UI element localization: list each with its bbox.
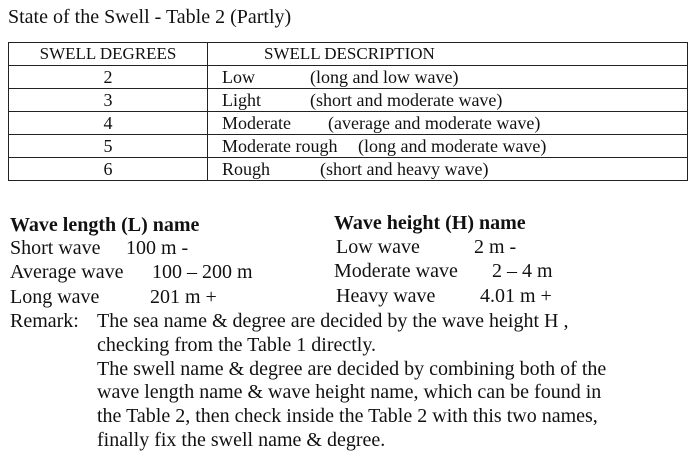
wave-height-value: 2 – 4 m [492,260,553,282]
header-swell-degrees: SWELL DEGREES [9,43,208,66]
swell-note: (average and moderate wave) [328,113,541,133]
swell-degree-cell: 3 [9,89,208,112]
table-row [9,89,688,112]
swell-name: Light [222,90,261,110]
remark-label: Remark: [10,310,79,332]
wave-length-heading: Wave length (L) name [10,214,200,236]
swell-degree-cell: 2 [9,66,208,89]
wave-length-value: 100 – 200 m [152,261,253,283]
page-title: State of the Swell - Table 2 (Partly) [8,6,292,28]
table-row [9,112,688,135]
wave-length-name: Short wave [10,237,101,259]
swell-name: Low [222,67,255,87]
wave-length-value: 201 m + [150,286,217,308]
table-row [9,158,688,181]
swell-name: Rough [222,159,271,179]
wave-height-value: 4.01 m + [480,285,552,307]
swell-note: (short and heavy wave) [320,159,489,179]
wave-height-value: 2 m - [474,236,517,258]
wave-length-name: Long wave [10,286,100,308]
swell-description-cell [208,135,688,158]
swell-description-cell [208,66,688,89]
remark-line: checking from the Table 1 directly. [97,334,377,356]
wave-length-value: 100 m - [126,237,189,259]
swell-note: (long and low wave) [310,67,459,87]
wave-height-name: Heavy wave [336,285,436,307]
remark-line: wave length name & wave height name, which can be found in [97,381,602,403]
remark-line: The swell name & degree are decided by combining both of the [97,358,607,380]
remark-line: the Table 2, then check inside the Table 2 with this two names, [97,405,598,427]
remark-line: finally fix the swell name & degree. [97,429,386,451]
table-row [9,135,688,158]
swell-degree-cell: 4 [9,112,208,135]
header-swell-description: SWELL DESCRIPTION [208,43,688,66]
remark-line: The sea name & degree are decided by the wave height H , [97,310,569,332]
swell-note: (long and moderate wave) [358,136,547,156]
swell-description-cell [208,158,688,181]
swell-degree-cell: 6 [9,158,208,181]
swell-degree-cell: 5 [9,135,208,158]
wave-height-name: Moderate wave [334,260,458,282]
swell-note: (short and moderate wave) [310,90,503,110]
swell-name: Moderate [222,113,291,133]
swell-table [8,42,688,181]
wave-height-name: Low wave [336,236,420,258]
wave-height-heading: Wave height (H) name [334,212,526,234]
table-header-row [9,43,688,66]
swell-name: Moderate rough [222,136,338,156]
swell-description-cell [208,112,688,135]
wave-length-name: Average wave [10,261,124,283]
swell-description-cell [208,89,688,112]
table-row [9,66,688,89]
